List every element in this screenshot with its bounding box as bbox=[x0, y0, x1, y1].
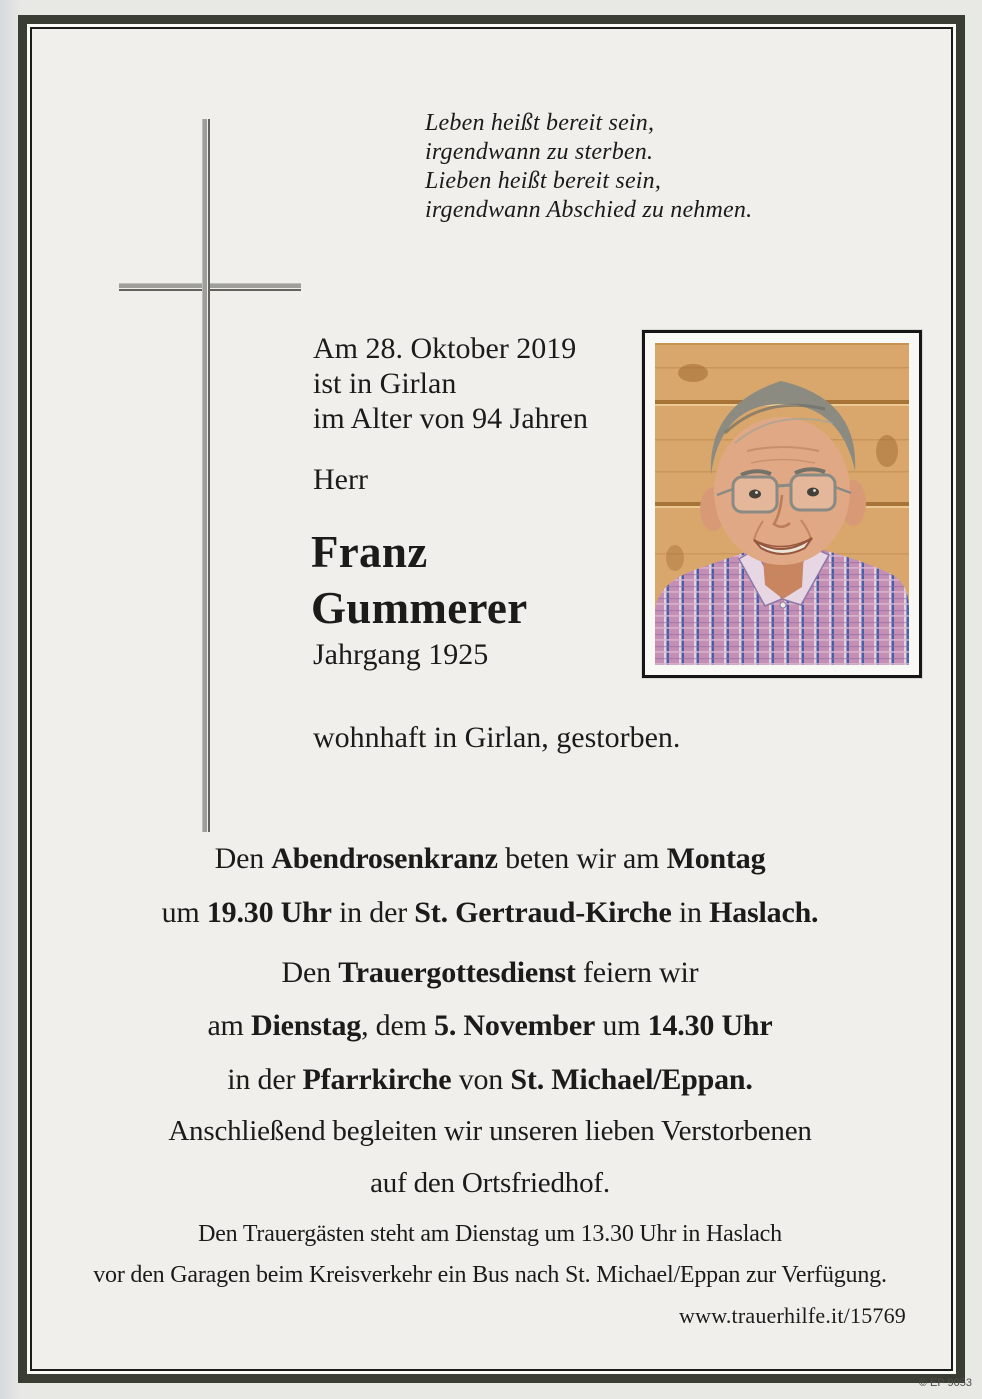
funeral-line-service: Den Trauergottesdienst feiern wir bbox=[281, 956, 699, 989]
death-date-line: im Alter von 94 Jahren bbox=[313, 402, 588, 435]
residence-note: wohnhaft in Girlan, gestorben. bbox=[313, 721, 681, 754]
funeral-line-bus-info: Den Trauergästen steht am Dienstag um 13.30 Uhr in Haslach bbox=[198, 1221, 782, 1247]
funeral-line-rosary-place: um 19.30 Uhr in der St. Gertraud-Kirche in Haslach. bbox=[161, 896, 819, 929]
funeral-line-rosary: Den Abendrosenkranz beten wir am Montag bbox=[214, 842, 766, 875]
funeral-line-bus-info-2: vor den Garagen beim Kreisverkehr ein Bus nach St. Michael/Eppan zur Verfügung. bbox=[93, 1262, 887, 1288]
print-code: © EP 9053 bbox=[918, 1377, 972, 1389]
birth-year: Jahrgang 1925 bbox=[313, 638, 489, 671]
verse-line: irgendwann zu sterben. bbox=[425, 139, 654, 165]
cross-horizontal-bar bbox=[119, 283, 301, 291]
funeral-line-service-place: in der Pfarrkirche von St. Michael/Eppan. bbox=[227, 1063, 753, 1096]
deceased-first-name: Franz bbox=[311, 527, 428, 577]
deceased-name bbox=[311, 524, 527, 636]
portrait-photo bbox=[655, 343, 909, 665]
verse-line: Leben heißt bereit sein, bbox=[425, 110, 655, 136]
death-date-block bbox=[313, 331, 588, 436]
website-note: www.trauerhilfe.it/15769 bbox=[679, 1303, 906, 1328]
portrait-photo-frame bbox=[642, 330, 922, 678]
verse-line: Lieben heißt bereit sein, bbox=[425, 168, 662, 194]
deceased-last-name: Gummerer bbox=[311, 583, 528, 633]
cross-vertical-bar bbox=[202, 119, 210, 832]
death-date-line: ist in Girlan bbox=[313, 367, 457, 400]
verse-line: irgendwann Abschied zu nehmen. bbox=[425, 197, 753, 223]
salutation: Herr bbox=[313, 463, 368, 496]
funeral-line-procession: Anschließend begleiten wir unseren lieben Verstorbenen bbox=[168, 1115, 812, 1147]
funeral-line-cemetery: auf den Ortsfriedhof. bbox=[370, 1167, 610, 1199]
opening-verse bbox=[425, 109, 752, 225]
death-date-line: Am 28. Oktober 2019 bbox=[313, 332, 577, 365]
funeral-line-service-date: am Dienstag, dem 5. November um 14.30 Uhr bbox=[207, 1009, 773, 1042]
